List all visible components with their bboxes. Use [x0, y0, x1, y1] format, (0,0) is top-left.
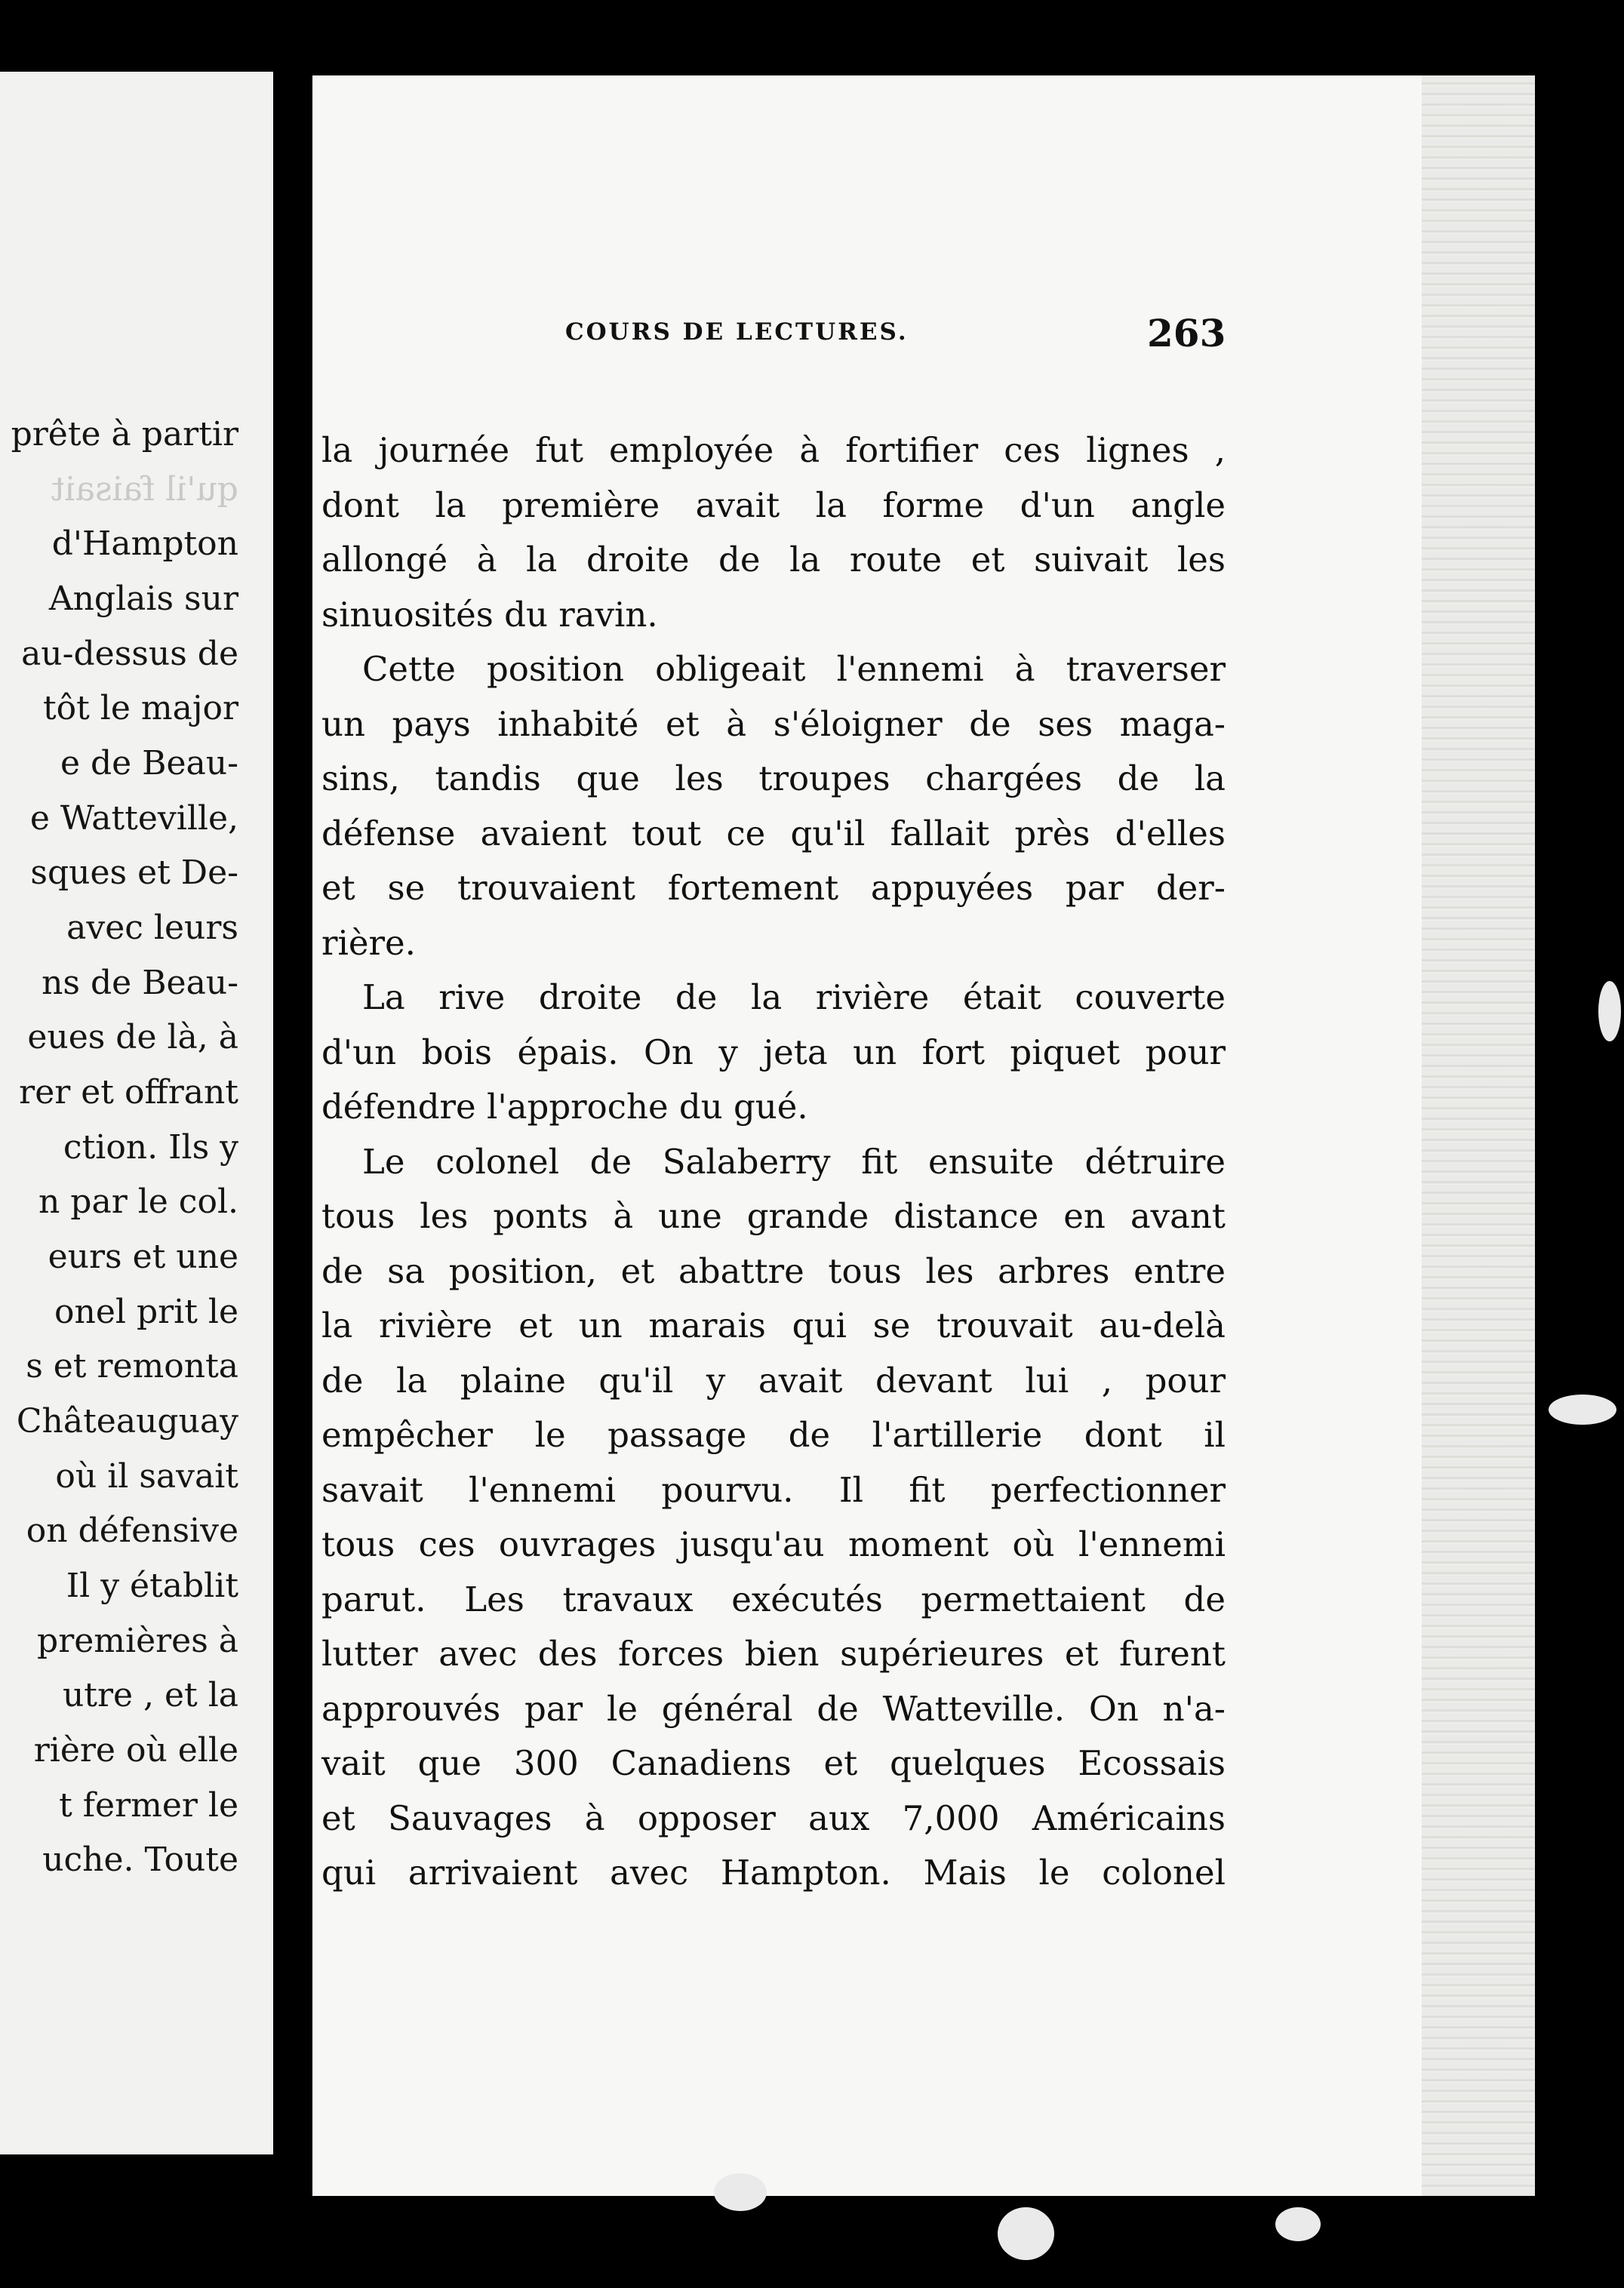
text-line: tous ces ouvrages jusqu'au moment où l'ennemi — [321, 1524, 1226, 1564]
left-page — [0, 72, 273, 2154]
text-line: vait que 300 Canadiens et quelques Ecossais — [321, 1743, 1226, 1783]
left-page-line: Châteauguay — [16, 1402, 238, 1441]
text-line: savait l'ennemi pourvu. Il fit perfectionner — [321, 1470, 1226, 1510]
left-page-line: onel prit le — [54, 1293, 238, 1331]
page-number: 263 — [1147, 311, 1226, 355]
scan-debris — [714, 2173, 767, 2211]
left-page-line: eurs et une — [48, 1238, 238, 1276]
scan-debris — [998, 2207, 1054, 2260]
paragraph-first-line: Cette position obligeait l'ennemi à traverser — [362, 649, 1226, 689]
left-page-line: où il savait — [55, 1457, 238, 1496]
text-line: défense avaient tout ce qu'il fallait près d'elles — [321, 813, 1226, 853]
left-page-line: utre , et la — [62, 1676, 238, 1714]
left-page-line: n par le col. — [38, 1182, 238, 1221]
scan-debris — [1598, 981, 1621, 1041]
text-line: qui arrivaient avec Hampton. Mais le colonel — [321, 1853, 1226, 1893]
left-page-line: au-dessus de — [21, 635, 238, 673]
text-line: défendre l'approche du gué. — [321, 1087, 808, 1127]
book-gutter — [273, 72, 312, 2154]
left-page-line: Anglais sur — [48, 580, 238, 618]
right-page — [312, 75, 1535, 2196]
left-page-line: ction. Ils y — [63, 1128, 238, 1167]
text-line: de sa position, et abattre tous les arbres entre — [321, 1251, 1226, 1291]
running-head: COURS DE LECTURES. — [565, 318, 909, 346]
left-page-line: e de Beau- — [60, 744, 238, 783]
left-page-line: tôt le major — [42, 689, 238, 727]
scan-debris — [1275, 2207, 1321, 2241]
left-page-line: qu'il faisait — [51, 470, 238, 509]
text-line: empêcher le passage de l'artillerie dont il — [321, 1415, 1226, 1455]
text-line: rière. — [321, 923, 416, 963]
left-page-line: ns de Beau- — [42, 964, 238, 1002]
text-line: allongé à la droite de la route et suivait les — [321, 540, 1226, 580]
text-line: d'un bois épais. On y jeta un fort piquet pour — [321, 1032, 1226, 1072]
left-page-line: avec leurs — [66, 909, 238, 947]
text-line: sins, tandis que les troupes chargées de la — [321, 758, 1226, 798]
left-page-line: sques et De- — [30, 853, 238, 892]
left-page-line: eues de là, à — [27, 1018, 238, 1056]
text-line: parut. Les travaux exécutés permettaient de — [321, 1579, 1226, 1619]
left-page-line: Il y établit — [66, 1567, 238, 1605]
text-line: lutter avec des forces bien supérieures et furent — [321, 1634, 1226, 1674]
left-page-line: s et remonta — [26, 1347, 238, 1385]
left-page-line: prête à partir — [11, 415, 238, 454]
text-line: et se trouvaient fortement appuyées par der- — [321, 868, 1226, 908]
text-line: la rivière et un marais qui se trouvait au-delà — [321, 1305, 1226, 1345]
text-line: sinuosités du ravin. — [321, 595, 658, 635]
text-line: tous les ponts à une grande distance en avant — [321, 1196, 1226, 1236]
text-line: de la plaine qu'il y avait devant lui , pour — [321, 1361, 1226, 1401]
paragraph-first-line: Le colonel de Salaberry fit ensuite détruire — [362, 1142, 1226, 1182]
left-page-line: e Watteville, — [29, 799, 238, 838]
left-page-line: d'Hampton — [51, 524, 238, 563]
left-page-line: uche. Toute — [42, 1841, 238, 1879]
left-page-line: premières à — [37, 1622, 238, 1660]
left-page-line: t fermer le — [59, 1786, 238, 1825]
paragraph-first-line: La rive droite de la rivière était couverte — [362, 977, 1226, 1017]
text-line: et Sauvages à opposer aux 7,000 Américains — [321, 1798, 1226, 1838]
text-line: dont la première avait la forme d'un angle — [321, 485, 1226, 525]
scan-debris — [1549, 1395, 1616, 1425]
text-line: la journée fut employée à fortifier ces lignes , — [321, 430, 1226, 470]
page-edge — [1422, 75, 1535, 2196]
left-page-line: rer et offrant — [19, 1073, 238, 1112]
left-page-line: on défensive — [26, 1511, 238, 1550]
text-line: un pays inhabité et à s'éloigner de ses maga- — [321, 704, 1226, 744]
left-page-line: rière où elle — [33, 1731, 238, 1770]
text-line: approuvés par le général de Watteville. On n'a- — [321, 1689, 1226, 1729]
